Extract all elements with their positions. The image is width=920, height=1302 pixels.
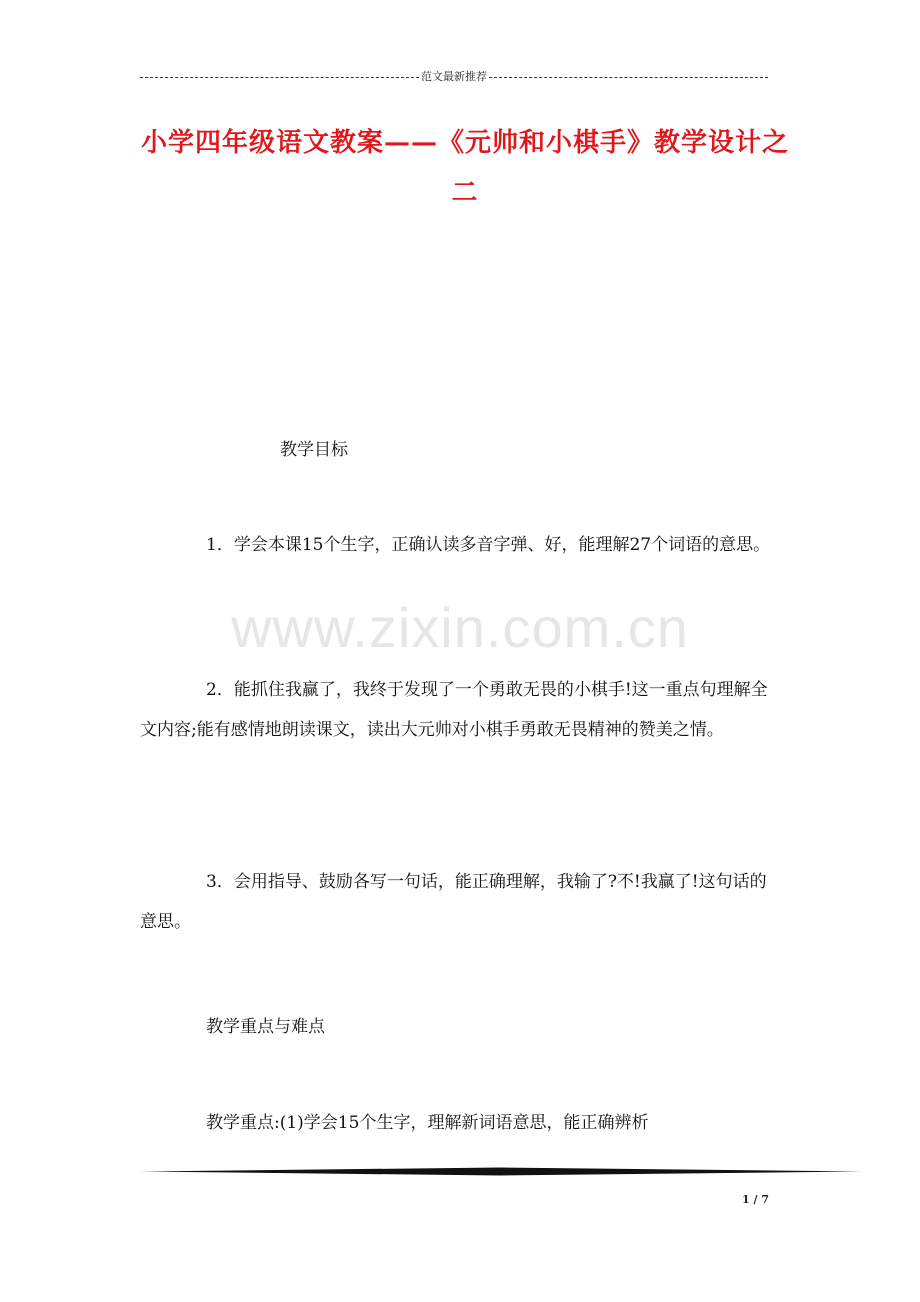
goal-item-2: 2．能抓住我赢了，我终于发现了一个勇敢无畏的小棋手!这一重点句理解全文内容;能有感情地朗读课文，读出大元帅对小棋手勇敢无畏精神的赞美之情。	[140, 680, 768, 740]
header-rule	[140, 70, 768, 84]
goal-item-1: 1．学会本课15个生字，正确认读多音字弹、好，能理解27个词语的意思。	[206, 535, 771, 555]
focus-heading: 教学重点与难点	[206, 1017, 325, 1037]
header-dash-right	[489, 77, 768, 78]
header-dash-left	[140, 77, 419, 78]
footer-rule	[140, 1166, 862, 1178]
watermark: www.zixin.com.cn	[231, 596, 689, 659]
page-number: 1 / 7	[742, 1193, 769, 1206]
document-title: 小学四年级语文教案——《元帅和小棋手》教学设计之二	[140, 128, 789, 208]
section-heading-goals	[140, 430, 782, 470]
goal-item-3: 3．会用指导、鼓励各写一句话，能正确理解，我输了?不!我赢了!这句话的意思。	[140, 872, 767, 932]
focus-item-1: 教学重点:(1)学会15个生字，理解新词语意思，能正确辨析	[206, 1113, 649, 1133]
header-label: 范文最新推荐	[421, 70, 487, 83]
goals-heading: 教学目标	[280, 440, 348, 460]
